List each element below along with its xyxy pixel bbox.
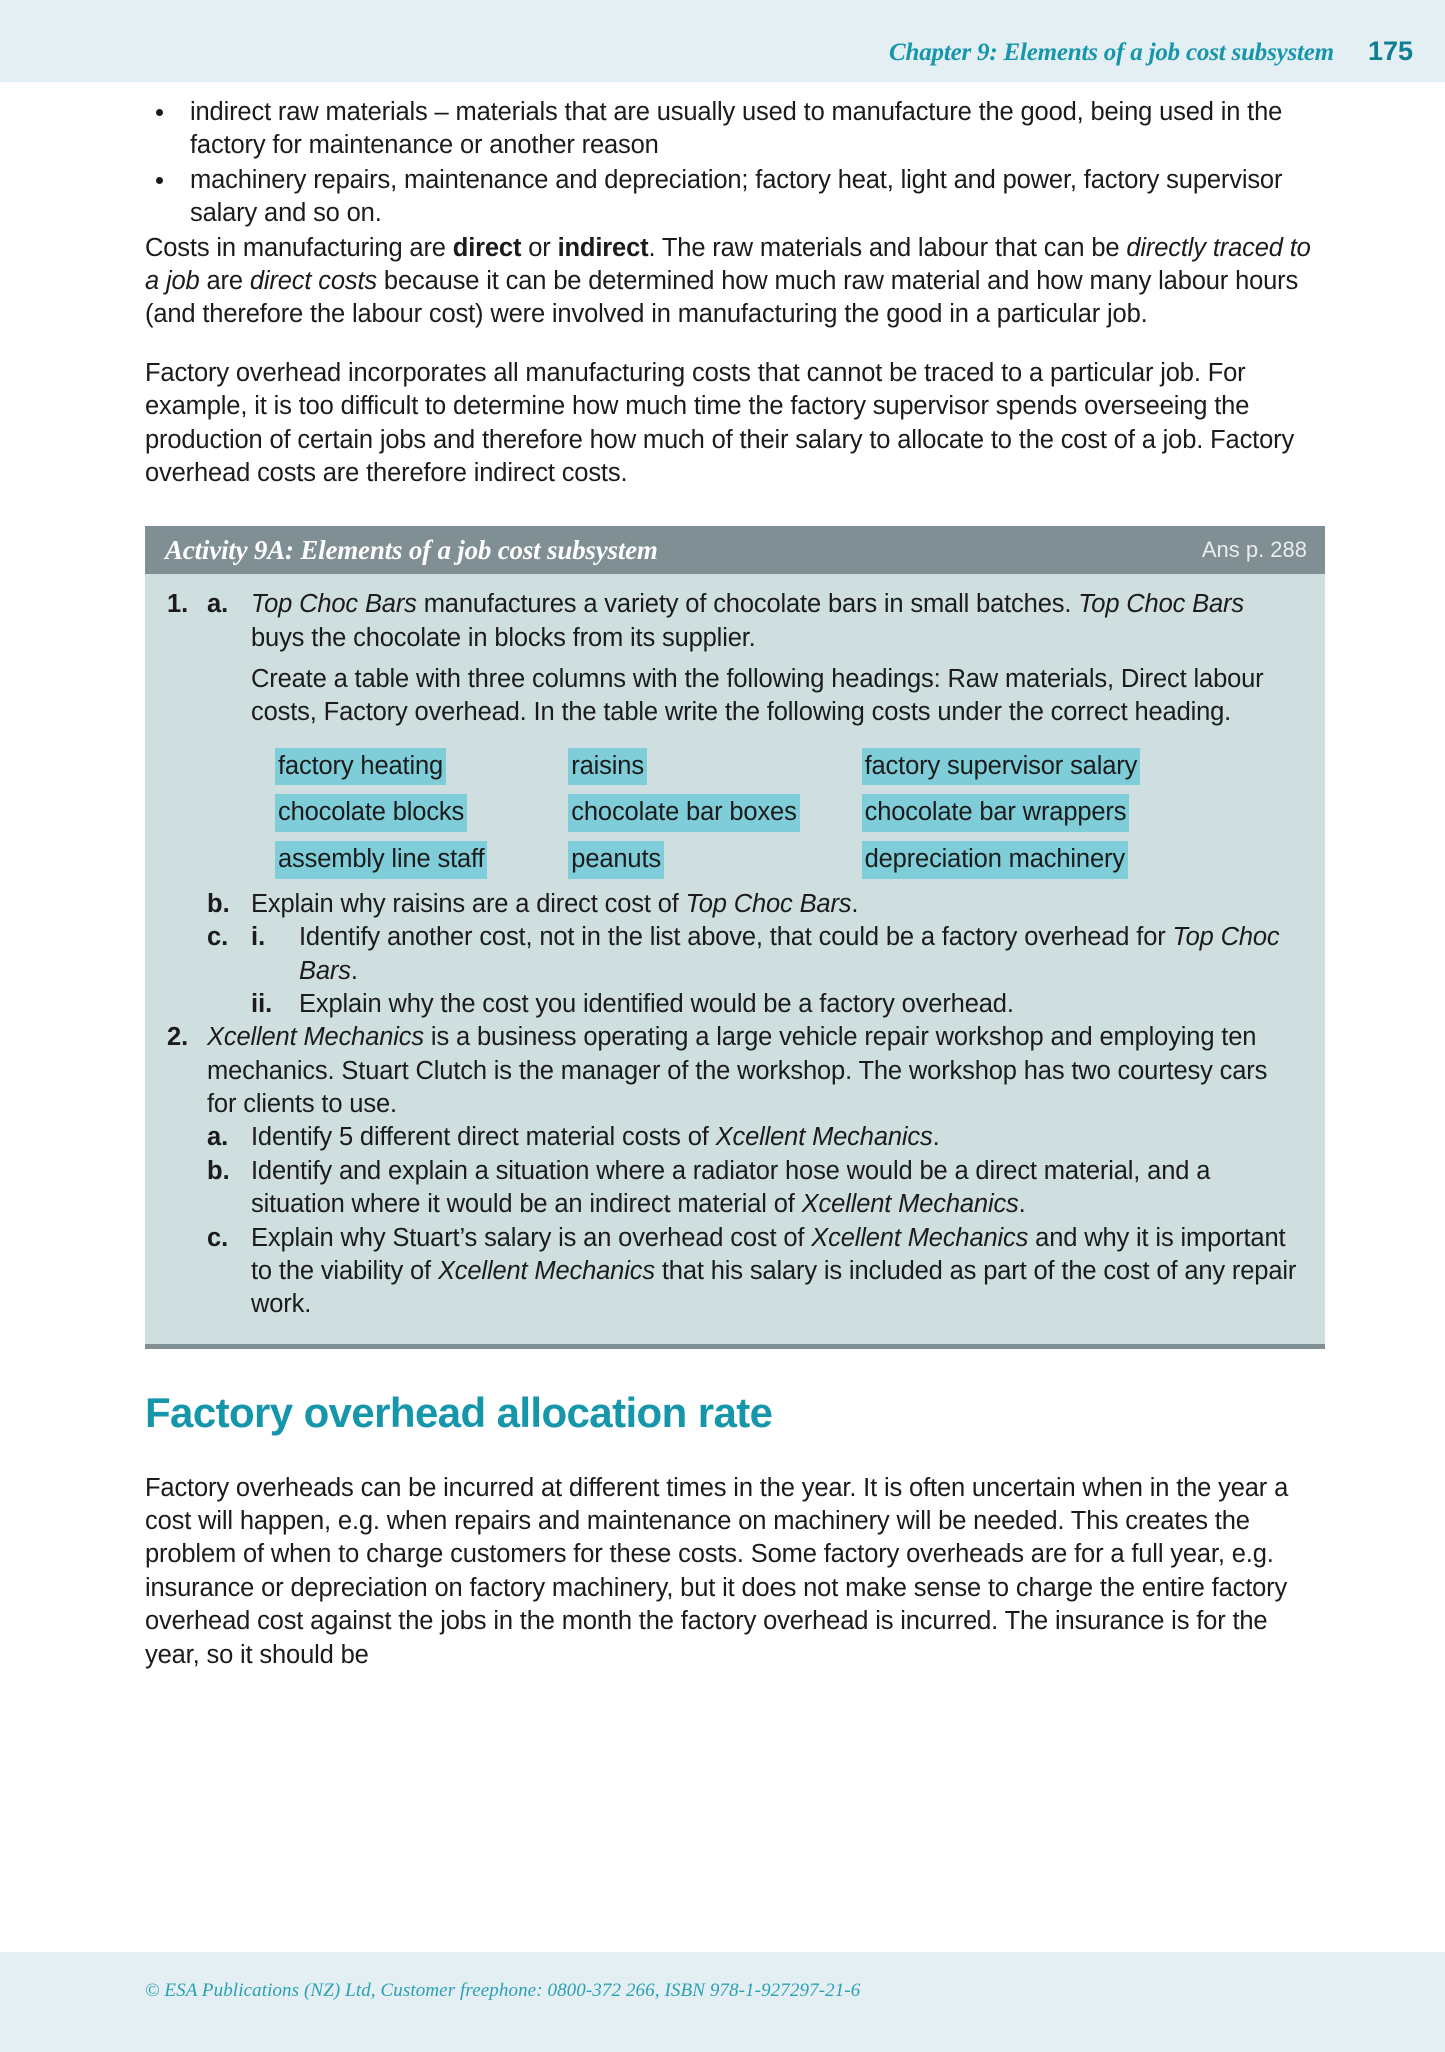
intro-paragraph-2: Factory overhead incorporates all manufacturing costs that cannot be traced to a particular job. For example, it is too difficult to determine how much time the factory supervisor spends overseeing the production of certain jobs and therefore how much of their salary to allocate to the cost of a job. Factory overhead costs are therefore indirect costs. bbox=[145, 358, 1295, 487]
q2c-seg3: that his salary is included as part of the cost of any repair work. bbox=[251, 1257, 1297, 1319]
q1a-italic-topchoc-2: Top Choc Bars bbox=[1078, 590, 1244, 619]
activity-answer-ref: Ans p. 288 bbox=[1201, 537, 1307, 563]
q1a-seg2: buys the chocolate in blocks from its supplier. bbox=[251, 623, 756, 652]
page-body bbox=[0, 82, 1445, 1952]
cost-term: factory supervisor salary bbox=[862, 748, 1141, 786]
cost-term: chocolate blocks bbox=[275, 794, 467, 832]
page-title: Factory overhead allocation rate bbox=[145, 1388, 773, 1436]
q1b-seg1: Explain why raisins are a direct cost of bbox=[251, 889, 686, 918]
question-1a-text-2: Create a table with three columns with the following headings: Raw materials, Direct labour costs, Factory overhead. In the table write the following costs under the correct heading. bbox=[251, 665, 1264, 727]
bullet-text: machinery repairs, maintenance and depreciation; factory heat, light and power, factory supervisor salary and so on. bbox=[190, 165, 1283, 228]
q2c-italic-xcellent-2: Xcellent Mechanics bbox=[437, 1257, 655, 1286]
q1ci-italic-topchoc: Top Choc Bars bbox=[299, 923, 1280, 985]
cost-terms-grid bbox=[275, 748, 1155, 879]
page-footer-band bbox=[0, 1952, 1445, 2052]
intro-bullet-list bbox=[145, 96, 1325, 231]
question-1c-ii-label: ii. bbox=[251, 989, 273, 1018]
term-cell bbox=[862, 794, 1155, 832]
question-1b-text bbox=[251, 888, 1303, 921]
question-1a-text bbox=[251, 588, 1303, 655]
q1b-italic-topchoc: Top Choc Bars bbox=[685, 889, 852, 918]
question-1c-i-label: i. bbox=[251, 923, 266, 952]
page-header-band bbox=[0, 0, 1445, 82]
bullet-text: indirect raw materials – materials that are usually used to manufacture the good, being used in the factory for maintenance or another reason bbox=[190, 98, 1283, 160]
para1-seg1: Costs in manufacturing are bbox=[145, 233, 453, 262]
list-item bbox=[145, 96, 1325, 163]
q2-seg1: is a business operating a large vehicle repair workshop and employing ten mechanics. Stuart Clutch is the manager of the workshop. The workshop has two courtesy cars for clients to use. bbox=[207, 1023, 1268, 1119]
term-cell bbox=[862, 748, 1155, 786]
q2b-italic-xcellent: Xcellent Mechanics bbox=[801, 1190, 1019, 1219]
question-1c-i bbox=[207, 921, 1303, 988]
term-cell bbox=[275, 841, 568, 879]
question-2c-text bbox=[251, 1222, 1303, 1322]
q2c-seg2: and why it is important to the viability of bbox=[251, 1223, 1286, 1286]
q2b-seg1: Identify and explain a situation where a radiator hose would be a direct material, and a situation where it would be an indirect material of bbox=[251, 1156, 1211, 1219]
terms-row bbox=[275, 794, 1155, 832]
cost-term: assembly line staff bbox=[275, 841, 487, 879]
question-1b-label: b. bbox=[207, 889, 230, 918]
page-header bbox=[889, 36, 1413, 67]
activity-bottom-rule bbox=[145, 1344, 1325, 1349]
para1-seg2: or bbox=[521, 233, 558, 262]
para1-seg5: because it can be determined how much raw material and how many labour hours (and therefore the labour cost) were involved in manufacturing the good in a particular job. bbox=[145, 266, 1299, 329]
q1b-seg2: . bbox=[851, 889, 859, 918]
q2a-seg2: . bbox=[932, 1123, 940, 1152]
content-column bbox=[145, 96, 1325, 1672]
cost-term: peanuts bbox=[568, 841, 664, 879]
section-body-paragraph: Factory overheads can be incurred at different times in the year. It is often uncertain when in the year a cost will happen, e.g. when repairs and maintenance on machinery will be needed. This creates the problem of when to charge customers for these costs. Some factory overheads are for a full year, e.g. insurance or depreciation on factory machinery, but it does not make sense to charge the entire factory overhead cost against the jobs in the month the factory overhead is incurred. The insurance is for the year, so it should be bbox=[145, 1473, 1289, 1669]
question-2c-label: c. bbox=[207, 1223, 229, 1252]
activity-body bbox=[145, 574, 1325, 1344]
q2c-seg1: Explain why Stuart’s salary is an overhead cost of bbox=[251, 1223, 812, 1252]
question-1-number: 1. bbox=[167, 590, 189, 619]
question-2 bbox=[167, 1021, 1303, 1121]
cost-term: chocolate bar boxes bbox=[568, 794, 799, 832]
bullet-dot-icon bbox=[156, 109, 163, 116]
para1-bold-indirect: indirect bbox=[557, 233, 649, 262]
running-head-title: Chapter 9: Elements of a job cost subsystem bbox=[889, 39, 1334, 66]
question-2-intro bbox=[207, 1021, 1303, 1121]
q1a-seg1: manufactures a variety of chocolate bars in small batches. bbox=[416, 590, 1079, 619]
para1-bold-direct: direct bbox=[452, 233, 522, 262]
terms-row bbox=[275, 841, 1155, 879]
activity-title: Activity 9A: Elements of a job cost subsystem bbox=[165, 534, 658, 565]
intro-paragraph-1 bbox=[145, 232, 1325, 332]
question-1b bbox=[207, 888, 1303, 921]
question-2a-label: a. bbox=[207, 1123, 229, 1152]
question-2-number: 2. bbox=[167, 1023, 189, 1052]
question-2c bbox=[207, 1222, 1303, 1322]
question-1a-continuation bbox=[167, 663, 1303, 730]
bullet-dot-icon bbox=[156, 177, 163, 184]
page-number: 175 bbox=[1367, 36, 1413, 66]
question-2b bbox=[207, 1155, 1303, 1222]
activity-box bbox=[145, 526, 1325, 1349]
para1-seg3: . The raw materials and labour that can be bbox=[648, 233, 1127, 262]
footer-copyright: © ESA Publications (NZ) Ltd, Customer freephone: 0800-372 266, ISBN 978-1-927297-21-6 bbox=[145, 1980, 861, 2001]
cost-term: chocolate bar wrappers bbox=[862, 794, 1130, 832]
term-cell bbox=[862, 841, 1155, 879]
para1-seg4: are bbox=[199, 266, 250, 295]
question-2a-text bbox=[251, 1121, 1303, 1154]
q2a-seg1: Identify 5 different direct material costs of bbox=[251, 1123, 716, 1152]
para1-italic-traced: directly traced to a job bbox=[145, 233, 1311, 295]
para1-italic-direct-costs: direct costs bbox=[249, 266, 377, 295]
terms-row bbox=[275, 748, 1155, 786]
q1ci-seg1: Identify another cost, not in the list above, that could be a factory overhead for bbox=[299, 923, 1173, 952]
question-1c-label: c. bbox=[207, 923, 229, 952]
q2-italic-xcellent: Xcellent Mechanics bbox=[207, 1023, 424, 1052]
question-2a bbox=[207, 1121, 1303, 1154]
cost-term: raisins bbox=[568, 748, 647, 786]
term-cell bbox=[275, 748, 568, 786]
list-item bbox=[145, 164, 1325, 231]
question-1c-i-text bbox=[299, 921, 1303, 988]
term-cell bbox=[568, 794, 861, 832]
term-cell bbox=[568, 841, 861, 879]
term-cell bbox=[568, 748, 861, 786]
question-2b-label: b. bbox=[207, 1156, 230, 1185]
q2b-seg2: . bbox=[1018, 1190, 1026, 1219]
q1ci-seg2: . bbox=[350, 956, 358, 985]
cost-term: factory heating bbox=[275, 748, 446, 786]
question-1a-label: a. bbox=[207, 590, 229, 619]
question-1 bbox=[167, 588, 1303, 655]
term-cell bbox=[275, 794, 568, 832]
q2a-italic-xcellent: Xcellent Mechanics bbox=[715, 1123, 933, 1152]
cost-term: depreciation machinery bbox=[862, 841, 1128, 879]
question-1c-ii bbox=[207, 988, 1303, 1021]
question-2b-text bbox=[251, 1155, 1303, 1222]
activity-header bbox=[145, 526, 1325, 574]
question-1c-ii-text: Explain why the cost you identified would be a factory overhead. bbox=[299, 989, 1014, 1018]
q1a-italic-topchoc-1: Top Choc Bars bbox=[251, 590, 417, 619]
q2c-italic-xcellent-1: Xcellent Mechanics bbox=[811, 1223, 1029, 1252]
